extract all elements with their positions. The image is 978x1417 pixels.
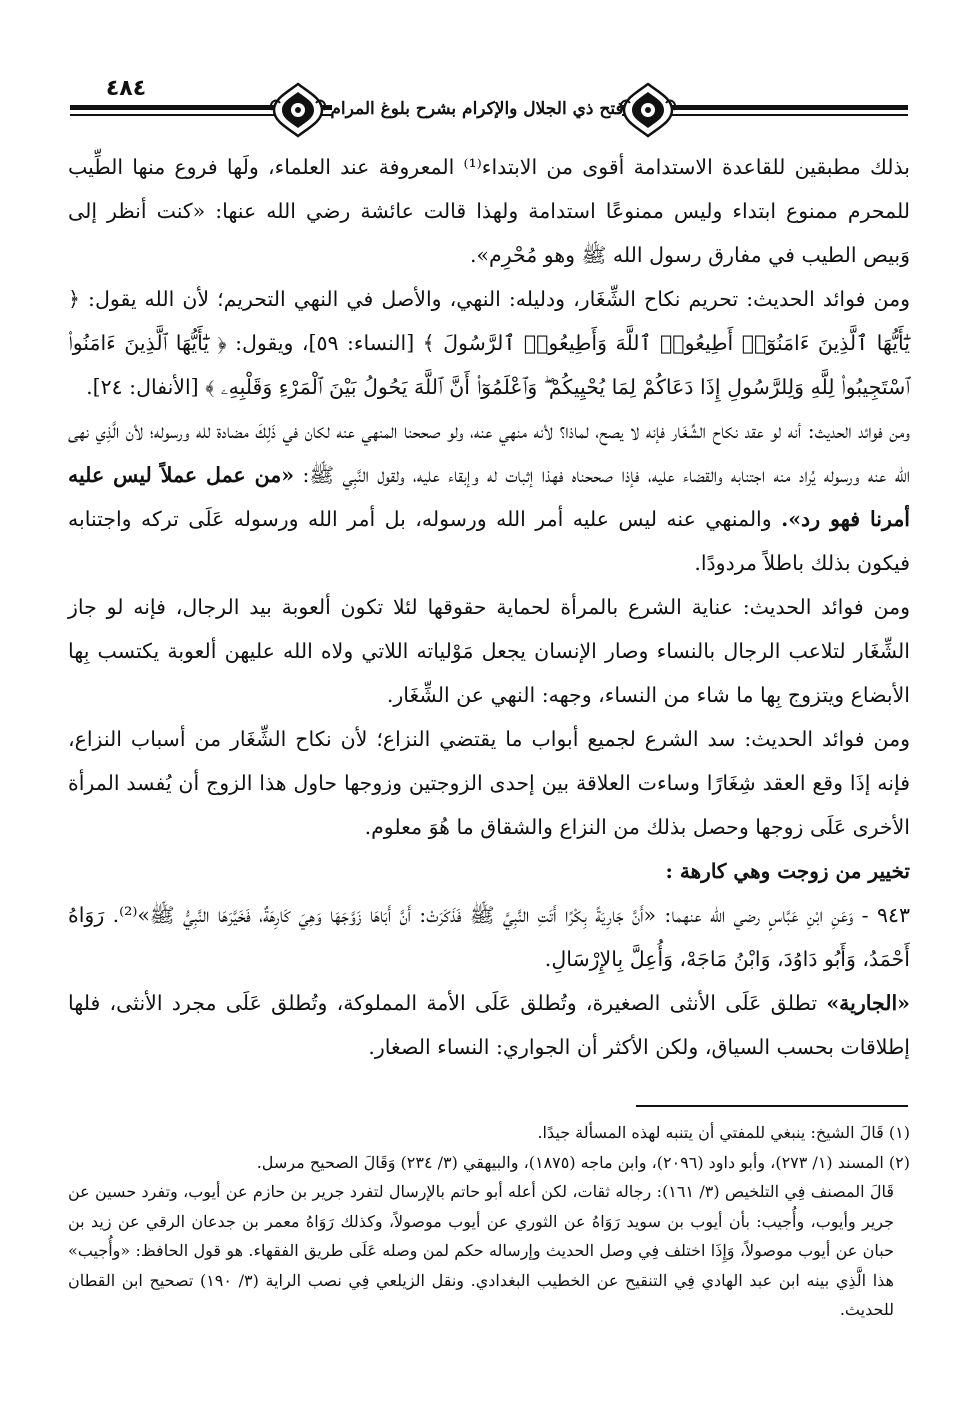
footnote: (٢) المسند (١/ ٢٧٣)، وأبو داود (٢٠٩٦)، وابن ماجه (١٨٧٥)، والبيهقي (٣/ ٢٣٤) وَقَالَ الصحيح مرسل. [256, 1152, 910, 1172]
hadith-text: ٩٤٣ - وَعَنِ ابْنِ عَبَّاسٍ رضي الله عنهما: «أَنَّ جَارِيَةً بِكْرًا أَتَتِ النَّبِيَّ ﷺ فَذَكَرَتْ: أَنَّ أَبَاهَا زَوَّجَهَا وَهِيَ كَارِهَةٌ، فَخَيَّرَهَا النَّبِيُّ ﷺ»⁽²⁾. رَوَاهُ أَحْمَدُ، وَأَبُو دَاوُدَ، وَابْنُ مَاجَهْ، وَأُعِلَّ بِالإِرْسَالِ. [68, 903, 910, 971]
paragraph: ومن فوائد الحديث: سد الشرع لجميع أبواب ما يقتضي النزاع؛ لأن نكاح الشِّغَار من أسباب النزاع، فإنه إذَا وقع العقد شِغَارًا وساءت العلاقة بين إحدى الزوجتين وزوجها حاول هذا الزوج أن يُفسد المرأة الأخرى عَلَى زوجها وحصل بذلك من النزاع والشقاق ما هُوَ معلوم. [68, 727, 910, 839]
hadith-quote: «من عمل عملاً ليس عليه أمرنا فهو رد». [68, 463, 910, 531]
book-title: فتح ذي الجلال والإكرام بشرح بلوغ المرام [330, 99, 624, 119]
page-number: ٤٨٤ [105, 76, 147, 101]
footnote-separator [636, 1105, 908, 1107]
footnote: (١) قَالَ الشيخ: ينبغي للمفتي أن يتنبه لهذه المسألة جيدًا. [537, 1123, 910, 1142]
paragraph-text: والمنهي عنه ليس عليه أمر الله ورسوله، بل أمر الله ورسوله عَلَى تركه واجتنابه فيكون بذلك باطلاً مردودًا. [68, 507, 910, 575]
header-title-plate [332, 92, 622, 126]
paragraph: ومن فوائد الحديث: عناية الشرع بالمرأة لحماية حقوقها لئلا تكون ألعوبة بيد الرجال، فإنه لو جاز الشِّغَار لتلاعب الرجال بالنساء وصار الإنسان يجعل مَوْلياته اللاتي ولاه الله عليهن ألعوبة يكتسب بِها الأبضاع ويتزوج بِها ما شاء من النساء، وجهه: النهي عن الشِّغَار. [68, 595, 910, 707]
section-heading: تخيير من زوجت وهي كارهة : [665, 859, 910, 883]
paragraph [68, 409, 910, 585]
ornament-left-icon [270, 81, 326, 139]
ornament-right-icon [620, 81, 676, 139]
paragraph-text: ومن فوائد الحديث: أنه لو عقد نكاح الشِّغَار فإنه لا يصح، لماذا؟ لأنه منهي عنه، ولو صححنا المنهي عنه لكان في ذَلِكَ مضادة لله ورسوله؛ لأن الَّذِي نهى الله عنه ورسوله يُراد منه اجتنابه والقضاء عليه، فإذا صححناه فهذا إثبات له وإبقاء عليه، ولقول النَّبِي ﷺ: [68, 419, 910, 487]
term: «الجارية» [826, 991, 910, 1015]
main-text [68, 145, 910, 1069]
running-header [70, 70, 908, 140]
footnote-continuation: قَالَ المصنف فِي التلخيص (٣/ ١٦١): رجاله ثقات، لكن أعله أبو حاتم بالإرسال لتفرد جرير بن حازم عن أيوب، وتفرد حسين عن جرير وأيوب، وأُجيب: بأن أيوب بن سويد رَوَاهُ عن الثوري عن أيوب موصولاً، وكذلك رَوَاهُ معمر بن جدعان الرقي عن زيد بن حبان عن أيوب موصولاً، وَإِذَا اختلف فِي وصل الحديث وإرساله حكم لمن وصله عَلَى طريق الفقهاء. هو قول الحافظ: «وأُجيب» هذا الَّذِي بينه ابن عبد الهادي فِي التنقيح عن الخطيب البغدادي. ونقل الزيلعي فِي نصب الراية (٣/ ١٩٠) تصحيح ابن القطان للحديث. [68, 1182, 894, 1319]
paragraph: ومن فوائد الحديث: تحريم نكاح الشِّغَار، ودليله: النهي، والأصل في النهي التحريم؛ لأن الله يقول: ﴿ يَٰٓأَيُّهَا ٱلَّذِينَ ءَامَنُوٓا۟ أَطِيعُوا۟ ٱللَّهَ وَأَطِيعُوا۟ ٱلرَّسُولَ ﴾ [النساء: ٥٩]، ويقول: ﴿ يَٰٓأَيُّهَا ٱلَّذِينَ ءَامَنُوا۟ ٱسْتَجِيبُوا۟ لِلَّهِ وَلِلرَّسُولِ إِذَا دَعَاكُمْ لِمَا يُحْيِيكُمْ ۖ وَٱعْلَمُوٓا۟ أَنَّ ٱللَّهَ يَحُولُ بَيْنَ ٱلْمَرْءِ وَقَلْبِهِۦ ﴾ [الأنفال: ٢٤]. [68, 287, 910, 399]
footnotes [68, 1118, 910, 1325]
paragraph-text: تطلق عَلَى الأنثى الصغيرة، وتُطلق عَلَى الأمة المملوكة، وتُطلق عَلَى مجرد الأنثى، فلها إطلاقات بحسب السياق، ولكن الأكثر أن الجواري: النساء الصغار. [68, 991, 910, 1059]
paragraph [68, 981, 910, 1069]
paragraph: بذلك مطبقين للقاعدة الاستدامة أقوى من الابتداء⁽¹⁾ المعروفة عند العلماء، ولَها فروع منها الطِّيب للمحرم ممنوع ابتداء وليس ممنوعًا استدامة ولهذا قالت عائشة رضي الله عنها: «كنت أنظر إلى وَبيص الطيب في مفارق رسول الله ﷺ وهو مُحْرِم». [68, 155, 910, 267]
